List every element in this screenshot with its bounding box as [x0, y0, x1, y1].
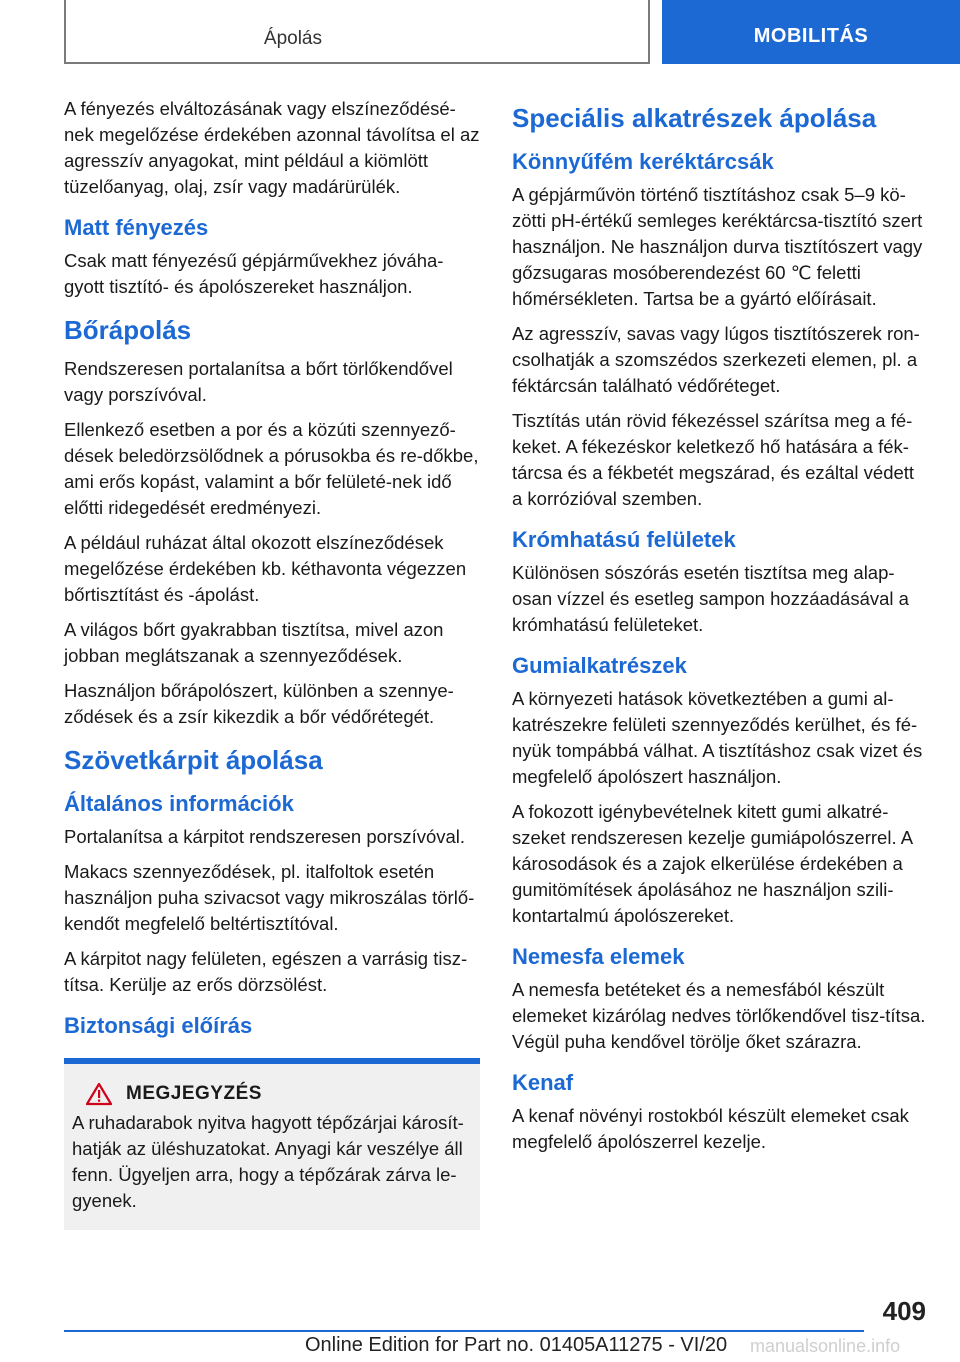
wheels-paragraph-3: Tisztítás után rövid fékezéssel szárítsa meg a fé-keket. A fékezéskor keletkező hő hatására a fék-tárcsa és a fékbetét megszárad, és ezáltal védett a korrózióval szemben. [512, 410, 915, 509]
heading-fine-wood: Nemesfa elemek [512, 944, 685, 969]
leather-paragraph-5: Használjon bőrápolószert, különben a szennye-ződések és a zsír kikezdik a bőr védőrétegét. [64, 680, 454, 727]
wheels-paragraph-1: A gépjárművön történő tisztításhoz csak 5–9 kö-zötti pH-értékű semleges keréktárcsa-tisztító szert használjon. Ne használjon durva tisztítószert vagy gőzsugaras mosóberendezést 60 ℃ feletti hőmérsékleten. Tartsa be a gyártó előírásait. [512, 184, 923, 309]
heading-safety: Biztonsági előírás [64, 1013, 253, 1038]
general-paragraph-2: Makacs szennyeződések, pl. italfoltok esetén használjon puha szivacsot vagy mikroszálas törlő-kendőt megfelelő beltértisztítóval. [64, 861, 475, 934]
page-number: 409 [882, 1296, 926, 1326]
kenaf-paragraph: A kenaf növényi rostokból készült elemeket csak megfelelő ápolószerrel kezelje. [512, 1105, 909, 1152]
notice-header [72, 1082, 470, 1106]
notice-title: MEGJEGYZÉS [126, 1083, 262, 1104]
heading-general-info: Általános információk [64, 791, 294, 816]
right-column [512, 96, 928, 1164]
general-paragraph-3: A kárpitot nagy felületen, egészen a varrásig tisz-títsa. Kerülje az erős dörzsölést. [64, 948, 468, 995]
footer-divider [64, 1330, 864, 1332]
general-paragraph-1: Portalanítsa a kárpitot rendszeresen porszívóval. [64, 826, 466, 847]
header-section-title: Ápolás [263, 28, 322, 49]
header-chapter-label: MOBILITÁS [753, 24, 869, 47]
notice-text: A ruhadarabok nyitva hagyott tépőzárjai károsít-hatják az üléshuzatokat. Anyagi kár veszélye áll fenn. Ügyeljen arra, hogy a tépőzárak zárva le-gyenek. [72, 1112, 464, 1211]
header-chapter-tab[interactable] [662, 0, 960, 64]
heading-rubber: Gumialkatrészek [512, 653, 687, 678]
heading-leather-care: Bőrápolás [64, 315, 192, 345]
rubber-paragraph-1: A környezeti hatások következtében a gumi al-katrészekre felületi szennyeződés kerülhet, és fé-nyük tompábbá válhat. A tisztításhoz csak vizet és megfelelő ápolószert használjon. [512, 688, 923, 787]
warning-triangle-icon [86, 1082, 112, 1106]
left-column [64, 96, 480, 1230]
intro-paragraph: A fényezés elváltozásának vagy elszíneződésé-nek megelőzése érdekében azonnal távolítsa el az agresszív anyagokat, mint például a kiömlött tüzelőanyag, olaj, zsír vagy madárürülék. [64, 98, 480, 197]
leather-paragraph-4: A világos bőrt gyakrabban tisztítsa, mivel azon jobban meglátszanak a szennyeződések. [64, 619, 444, 666]
notice-box [64, 1058, 480, 1230]
wood-paragraph: A nemesfa betéteket és a nemesfából készült elemeket kizárólag nedves törlőkendővel tisz-títsa. Végül puha kendővel törölje őket szárazra. [512, 979, 926, 1052]
heading-special-parts: Speciális alkatrészek ápolása [512, 103, 877, 133]
footer-edition: Online Edition for Part no. 01405A11275 - VI/20 [305, 1334, 728, 1356]
heading-chrome: Krómhatású felületek [512, 527, 736, 552]
wheels-paragraph-2: Az agresszív, savas vagy lúgos tisztítószerek ron-csolhatják a szomszédos szerkezeti elemen, pl. a féktárcsán található védőréteget. [512, 323, 920, 396]
rubber-paragraph-2: A fokozott igénybevételnek kitett gumi alkatré-szeket rendszeresen kezelje gumiápolószerrel. A károsodások és a zajok elkerülése érdekében a gumitömítések ápolásához ne használjon szili-kontartalmú ápolószereket. [512, 801, 913, 926]
heading-fabric-care: Szövetkárpit ápolása [64, 745, 323, 775]
footer-watermark: manualsonline.info [750, 1336, 901, 1356]
matt-paragraph: Csak matt fényezésű gépjárművekhez jóváha-gyott tisztító- és ápolószereket használjon. [64, 250, 444, 297]
header-frame [64, 0, 650, 64]
leather-paragraph-2: Ellenkező esetben a por és a közúti szennyező-dések beledörzsölődnek a pórusokba és re-dőkbe, ami erős kopást, valamint a bőr felületé-nek idő előtti ridegedését eredményezi. [64, 419, 479, 518]
heading-matt: Matt fényezés [64, 215, 209, 240]
chrome-paragraph: Különösen sószórás esetén tisztítsa meg alap-osan vízzel és esetleg sampon hozzáadásával a krómhatású felületeket. [512, 562, 909, 635]
leather-paragraph-1: Rendszeresen portalanítsa a bőrt törlőkendővel vagy porszívóval. [64, 358, 453, 405]
leather-paragraph-3: A például ruházat által okozott elszíneződések megelőzése érdekében kb. kéthavonta végezzen bőrtisztítást és -ápolást. [64, 532, 467, 605]
heading-alloy-wheels: Könnyűfém keréktárcsák [512, 149, 774, 174]
heading-kenaf: Kenaf [512, 1070, 574, 1095]
